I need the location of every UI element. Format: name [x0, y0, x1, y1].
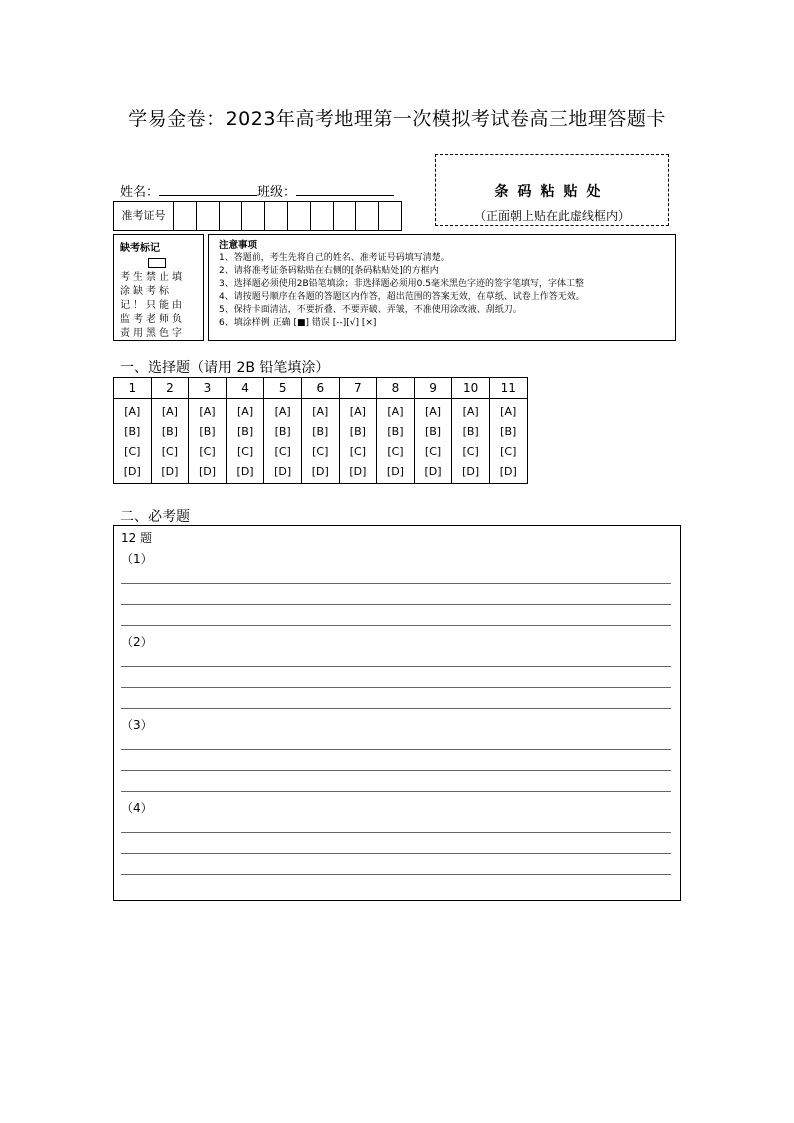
question-number-cell: 10: [452, 378, 490, 399]
option-bubble[interactable]: [D]: [311, 465, 329, 478]
option-column: [452, 399, 490, 484]
option-bubble[interactable]: [C]: [424, 445, 442, 458]
option-bubble[interactable]: [B]: [199, 425, 216, 438]
note-item: 6、填涂样例 正确 [■] 错误 [--][√] [×]: [219, 318, 377, 328]
question-number-cell: 8: [377, 378, 415, 399]
question-number-cell: 3: [189, 378, 227, 399]
exam-number-grid: [113, 201, 402, 231]
absent-mark-checkbox[interactable]: [148, 258, 166, 268]
page-title: 学易金卷：2023年高考地理第一次模拟考试卷高三地理答题卡: [128, 108, 666, 130]
option-bubble[interactable]: [A]: [500, 405, 517, 418]
answer-line[interactable]: [121, 604, 671, 605]
option-bubble[interactable]: [A]: [349, 405, 366, 418]
name-field[interactable]: [159, 182, 257, 196]
section1-title: 一、选择题（请用 2B 铅笔填涂）: [120, 360, 330, 376]
barcode-title: 条码粘贴处: [494, 184, 610, 200]
option-bubble[interactable]: [B]: [237, 425, 254, 438]
note-item: 5、保持卡面清洁，不要折叠、不要弄破、弄皱，不准使用涂改液、刮纸刀。: [219, 305, 522, 315]
option-bubble[interactable]: [D]: [123, 465, 141, 478]
choice-header-row: [114, 378, 528, 399]
answer-line[interactable]: [121, 770, 671, 771]
exam-number-cell[interactable]: [174, 202, 197, 230]
option-bubble[interactable]: [B]: [312, 425, 329, 438]
note-item: 2、请将准考证条码粘贴在右侧的[条码粘贴处]的方框内: [219, 266, 439, 276]
option-bubble[interactable]: [A]: [462, 405, 479, 418]
option-bubble[interactable]: [A]: [274, 405, 291, 418]
option-bubble[interactable]: [D]: [424, 465, 442, 478]
exam-number-cell[interactable]: [334, 202, 357, 230]
option-column: [151, 399, 189, 484]
option-bubble[interactable]: [C]: [199, 445, 216, 458]
question-number-cell: 9: [414, 378, 452, 399]
option-bubble[interactable]: [A]: [199, 405, 216, 418]
answer-line[interactable]: [121, 853, 671, 854]
answer-line[interactable]: [121, 749, 671, 750]
exam-number-cell[interactable]: [356, 202, 379, 230]
exam-number-cell[interactable]: [265, 202, 288, 230]
option-bubble[interactable]: [C]: [161, 445, 179, 458]
part-label: （4）: [121, 801, 153, 815]
option-bubble[interactable]: [D]: [236, 465, 254, 478]
class-field[interactable]: [296, 182, 394, 196]
barcode-subtitle: （正面朝上贴在此虚线框内）: [473, 209, 630, 223]
answer-line[interactable]: [121, 791, 671, 792]
option-bubble[interactable]: [D]: [462, 465, 480, 478]
name-label: 姓名：: [120, 185, 160, 200]
note-item: 3、选择题必须使用2B铅笔填涂；非选择题必须用0.5毫米黑色字迹的签字笔填写，字体工整: [219, 279, 584, 289]
note-item: 1、答题前，考生先将自己的姓名、准考证号码填写清楚。: [219, 253, 450, 263]
option-bubble[interactable]: [B]: [124, 425, 141, 438]
exam-number-cell[interactable]: [242, 202, 265, 230]
option-bubble[interactable]: [C]: [124, 445, 141, 458]
note-item: 4、请按题号顺序在各题的答题区内作答，超出范围的答案无效，在草纸、试卷上作答无效。: [219, 292, 585, 302]
option-column: [489, 399, 527, 484]
class-label: 班级：: [257, 185, 297, 200]
notes-box: [208, 234, 676, 341]
exam-number-cell[interactable]: [197, 202, 220, 230]
option-bubble[interactable]: [D]: [349, 465, 367, 478]
option-bubble[interactable]: [C]: [312, 445, 329, 458]
option-bubble[interactable]: [D]: [386, 465, 404, 478]
option-column: [339, 399, 377, 484]
choice-options-row: [114, 399, 528, 484]
absent-mark-heading: 缺考标记: [120, 243, 160, 254]
option-bubble[interactable]: [C]: [462, 445, 479, 458]
option-column: [189, 399, 227, 484]
question-number-cell: 5: [264, 378, 302, 399]
part-label: （1）: [121, 552, 153, 566]
section2-title: 二、必考题: [120, 509, 190, 525]
answer-line[interactable]: [121, 874, 671, 875]
option-column: [114, 399, 152, 484]
student-info-line: [120, 181, 394, 200]
option-bubble[interactable]: [D]: [198, 465, 217, 478]
question-number-cell: 4: [226, 378, 264, 399]
option-bubble[interactable]: [D]: [161, 465, 179, 478]
question-12-box: [113, 525, 681, 901]
barcode-area: [435, 154, 669, 226]
answer-line[interactable]: [121, 687, 671, 688]
answer-line[interactable]: [121, 708, 671, 709]
answer-line[interactable]: [121, 666, 671, 667]
option-bubble[interactable]: [C]: [236, 445, 254, 458]
option-column: [377, 399, 415, 484]
option-bubble[interactable]: [C]: [274, 445, 291, 458]
option-bubble[interactable]: [C]: [349, 445, 366, 458]
question-number-cell: 2: [151, 378, 189, 399]
option-bubble[interactable]: [B]: [387, 425, 404, 438]
option-column: [264, 399, 302, 484]
part-label: （2）: [121, 635, 153, 649]
option-bubble[interactable]: [D]: [274, 465, 292, 478]
answer-line[interactable]: [121, 625, 671, 626]
question-number-cell: 11: [489, 378, 527, 399]
option-bubble[interactable]: [C]: [500, 445, 517, 458]
option-bubble[interactable]: [A]: [312, 405, 329, 418]
option-column: [226, 399, 264, 484]
answer-line[interactable]: [121, 583, 671, 584]
option-bubble[interactable]: [B]: [349, 425, 366, 438]
option-bubble[interactable]: [A]: [387, 405, 404, 418]
option-column: [301, 399, 339, 484]
answer-line[interactable]: [121, 832, 671, 833]
option-bubble[interactable]: [A]: [124, 405, 141, 418]
question-number: 12 题: [121, 531, 153, 545]
exam-number-cell[interactable]: [220, 202, 243, 230]
option-bubble[interactable]: [D]: [499, 465, 517, 478]
question-number-cell: 7: [339, 378, 377, 399]
question-number-cell: 6: [301, 378, 339, 399]
option-bubble[interactable]: [C]: [387, 445, 404, 458]
option-bubble[interactable]: [B]: [500, 425, 517, 438]
absent-mark-box: [113, 234, 204, 341]
question-number-cell: 1: [114, 378, 152, 399]
exam-number-cell[interactable]: [379, 202, 401, 230]
absent-mark-text: 考生禁止填涂缺考标记！只能由监考老师负责用黑色字: [120, 272, 185, 339]
option-bubble[interactable]: [B]: [274, 425, 291, 438]
option-column: [414, 399, 452, 484]
part-label: （3）: [121, 718, 153, 732]
option-bubble[interactable]: [B]: [161, 425, 178, 438]
exam-number-cell[interactable]: [288, 202, 311, 230]
choice-table: [113, 377, 528, 484]
option-bubble[interactable]: [A]: [424, 405, 442, 418]
option-bubble[interactable]: [B]: [424, 425, 442, 438]
notes-heading: 注意事项: [219, 240, 258, 251]
exam-number-cell[interactable]: [311, 202, 334, 230]
option-bubble[interactable]: [A]: [161, 405, 178, 418]
option-bubble[interactable]: [A]: [237, 405, 254, 418]
exam-number-label: 准考证号: [114, 202, 174, 230]
option-bubble[interactable]: [B]: [462, 425, 479, 438]
